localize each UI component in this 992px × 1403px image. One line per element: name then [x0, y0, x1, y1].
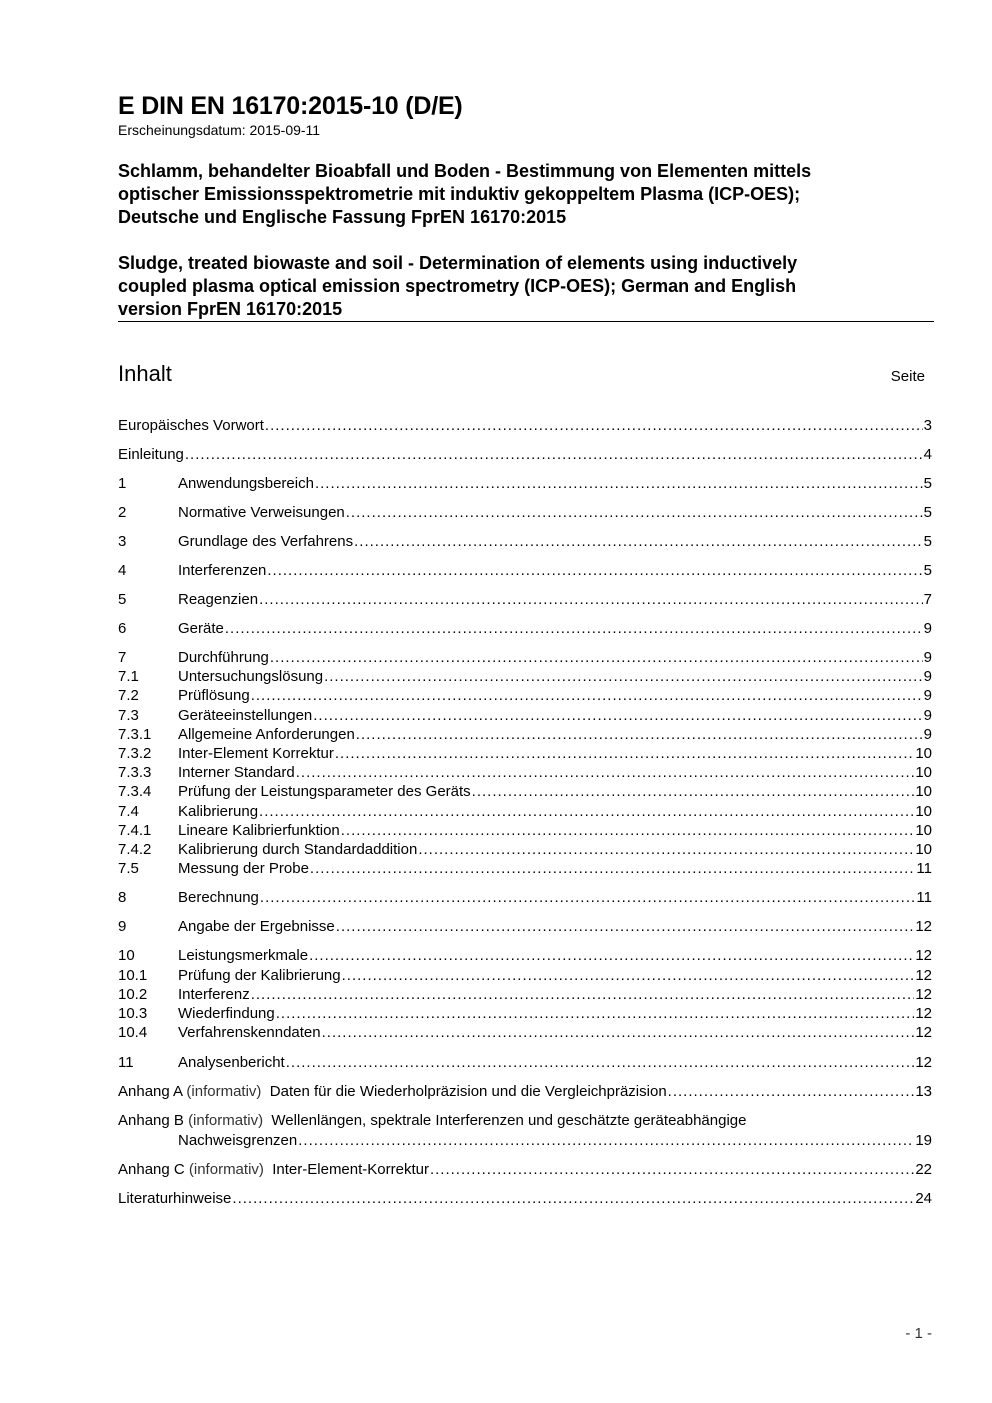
- toc-entry-number: 7.5: [118, 860, 139, 877]
- toc-entry-page: 5: [923, 504, 932, 521]
- toc-entry-title: Untersuchungslösung: [178, 668, 324, 685]
- toc-leader: [354, 532, 923, 551]
- toc-entry-page: 5: [923, 562, 932, 579]
- toc-entry-title: Interferenzen: [178, 562, 267, 579]
- toc-entry-page: 10: [915, 783, 932, 800]
- toc-leader: [251, 985, 915, 1004]
- toc-entry-number: 10.2: [118, 986, 148, 1003]
- toc-leader: [260, 888, 916, 907]
- toc-entry[interactable]: [118, 763, 932, 782]
- annex-title-continuation: Nachweisgrenzen: [178, 1132, 298, 1149]
- toc-leader: [324, 667, 923, 686]
- toc-entry-title: Kalibrierung: [178, 803, 259, 820]
- title-german-line: Schlamm, behandelter Bioabfall und Boden - Bestimmung von Elementen mittels: [118, 161, 812, 181]
- toc-entry[interactable]: [118, 1004, 932, 1023]
- toc-entry[interactable]: [118, 561, 932, 580]
- publication-date: Erscheinungsdatum: 2015-09-11: [118, 122, 321, 138]
- toc-leader: [259, 590, 923, 609]
- annex-label: Anhang A: [118, 1083, 183, 1100]
- toc-entry-title: Verfahrenskenndaten: [178, 1024, 321, 1041]
- toc-entry-page: 9: [923, 687, 932, 704]
- toc-entry-number: 7.3.4: [118, 783, 152, 800]
- toc-entry-number: 10.1: [118, 967, 148, 984]
- toc-entry-number: 3: [118, 533, 127, 550]
- toc-entry-title: Geräteeinstellungen: [178, 707, 313, 724]
- toc-entry-number: 10.3: [118, 1005, 148, 1022]
- toc-entry-number: 4: [118, 562, 127, 579]
- toc-leader: [309, 946, 914, 965]
- toc-entry-title: Messung der Probe: [178, 860, 309, 877]
- toc-entry-title: Einleitung: [118, 446, 184, 463]
- toc-entry-page: 10: [915, 822, 932, 839]
- toc-entry-page: 11: [916, 889, 932, 906]
- toc-entry-page: 10: [915, 803, 932, 820]
- toc-entry[interactable]: [118, 888, 932, 907]
- toc-leader: [265, 416, 923, 435]
- title-english-line: Sludge, treated biowaste and soil - Determination of elements using inductively: [118, 253, 798, 273]
- title-divider: [118, 321, 934, 322]
- toc-entry-page: 24: [915, 1190, 932, 1207]
- toc-entry-title: Prüflösung: [178, 687, 250, 704]
- toc-annex-c[interactable]: [118, 1160, 932, 1179]
- toc-entry-page: 9: [923, 620, 932, 637]
- toc-entry-title: Prüfung der Leistungsparameter des Geräts: [178, 783, 471, 800]
- toc-leader: [336, 917, 915, 936]
- toc-entry-number: 2: [118, 504, 127, 521]
- toc-entry-page: 3: [923, 417, 932, 434]
- toc-entry[interactable]: [118, 416, 932, 435]
- annex-label: Anhang C: [118, 1161, 185, 1178]
- toc-entry[interactable]: [118, 725, 932, 744]
- toc-leader: [296, 763, 915, 782]
- toc-entry-title: Anwendungsbereich: [178, 475, 314, 492]
- document-id: E DIN EN 16170:2015-10 (D/E): [118, 92, 463, 120]
- toc-entry[interactable]: [118, 1023, 932, 1042]
- toc-entry-title: Angabe der Ergebnisse: [178, 918, 335, 935]
- toc-entry-number: 8: [118, 889, 127, 906]
- toc-leader: [472, 782, 915, 801]
- toc-entry[interactable]: [118, 821, 932, 840]
- toc-annex-b[interactable]: [118, 1111, 932, 1130]
- toc-entry-page: 9: [923, 649, 932, 666]
- annex-informative: (informativ): [186, 1083, 262, 1100]
- toc-entry-title: Grundlage des Verfahrens: [178, 533, 354, 550]
- toc-entry-title: Leistungsmerkmale: [178, 947, 309, 964]
- toc-leader: [225, 619, 923, 638]
- toc-entry-title: Reagenzien: [178, 591, 259, 608]
- toc-entry-title: Literaturhinweise: [118, 1190, 232, 1207]
- toc-entry[interactable]: [118, 706, 932, 725]
- annex-title: Daten für die Wiederholpräzision und die Vergleichpräzision: [269, 1083, 667, 1100]
- toc-annex-label: [118, 1082, 667, 1101]
- toc-entry[interactable]: [118, 782, 932, 801]
- toc-entry[interactable]: [118, 985, 932, 1004]
- toc-entry-page: 12: [915, 918, 932, 935]
- toc-entry-page: 9: [923, 707, 932, 724]
- toc-entry[interactable]: [118, 802, 932, 821]
- toc-leader: [232, 1189, 914, 1208]
- toc-entry-number: 11: [118, 1054, 134, 1071]
- toc-entry-page: 7: [923, 591, 932, 608]
- toc-entry-title: Lineare Kalibrierfunktion: [178, 822, 340, 839]
- toc-entry[interactable]: [118, 667, 932, 686]
- toc-leader: [286, 1053, 915, 1072]
- toc-entry-page: 9: [923, 668, 932, 685]
- annex-informative: (informativ): [188, 1161, 264, 1178]
- toc-entry-number: 10: [118, 947, 135, 964]
- toc-entry-page: 12: [915, 967, 932, 984]
- toc-leader: [322, 1023, 915, 1042]
- toc-entry[interactable]: [118, 744, 932, 763]
- toc-entry-title: Wiederfindung: [178, 1005, 275, 1022]
- toc-annex-a[interactable]: [118, 1082, 932, 1101]
- toc-entry-page: 5: [923, 475, 932, 492]
- annex-title: Inter-Element-Korrektur: [272, 1161, 429, 1178]
- toc-entry-title: Normative Verweisungen: [178, 504, 345, 521]
- toc-bibliography[interactable]: [118, 1189, 932, 1208]
- title-english: [118, 252, 938, 321]
- toc-leader: [335, 744, 914, 763]
- toc-entry-number: 7.4.2: [118, 841, 152, 858]
- title-german-line: optischer Emissionsspektrometrie mit induktiv gekoppeltem Plasma (ICP-OES);: [118, 184, 801, 204]
- toc-entry-number: 7.1: [118, 668, 139, 685]
- toc-entry[interactable]: [118, 590, 932, 609]
- toc-entry-title: Interferenz: [178, 986, 250, 1003]
- toc-leader: [298, 1131, 914, 1150]
- toc-leader: [276, 1004, 915, 1023]
- toc-entry-number: 10.4: [118, 1024, 148, 1041]
- toc-entry-title: Analysenbericht: [178, 1054, 285, 1071]
- toc-entry-page: 9: [923, 726, 932, 743]
- toc-leader: [430, 1160, 914, 1179]
- toc-leader: [310, 859, 916, 878]
- toc-entry[interactable]: [118, 1053, 932, 1072]
- toc-leader: [341, 821, 915, 840]
- toc-entry[interactable]: [118, 445, 932, 464]
- toc-entry-number: 6: [118, 620, 127, 637]
- toc-entry-title: Durchführung: [178, 649, 269, 666]
- contents-heading: Inhalt: [118, 361, 172, 386]
- toc-entry-number: 7.3.3: [118, 764, 152, 781]
- toc-entry-number: 7: [118, 649, 127, 666]
- toc-leader: [313, 706, 922, 725]
- toc-leader: [356, 725, 923, 744]
- page-number: - 1 -: [905, 1325, 932, 1342]
- annex-label: Anhang B: [118, 1112, 184, 1129]
- title-german-line: Deutsche und Englische Fassung FprEN 16170:2015: [118, 207, 567, 227]
- toc-entry-page: 12: [915, 1054, 932, 1071]
- annex-title: Wellenlängen, spektrale Interferenzen und geschätzte geräteabhängige: [271, 1112, 747, 1129]
- toc-entry[interactable]: [118, 966, 932, 985]
- toc-leader: [267, 561, 922, 580]
- toc-entry-page: 10: [915, 745, 932, 762]
- toc-leader: [315, 474, 923, 493]
- toc-entry-number: 7.4: [118, 803, 139, 820]
- toc-entry-page: 12: [915, 986, 932, 1003]
- annex-informative: (informativ): [188, 1112, 264, 1129]
- toc-entry[interactable]: [118, 648, 932, 667]
- toc-entry-page: 19: [915, 1132, 932, 1149]
- toc-entry-title: Kalibrierung durch Standardaddition: [178, 841, 418, 858]
- toc-entry-title: Inter-Element Korrektur: [178, 745, 334, 762]
- toc-entry-number: 7.2: [118, 687, 139, 704]
- toc-leader: [185, 445, 923, 464]
- toc-entry[interactable]: [118, 503, 932, 522]
- toc-leader: [251, 686, 923, 705]
- toc-leader: [418, 840, 914, 859]
- toc-entry-number: 7.3.1: [118, 726, 152, 743]
- toc-entry[interactable]: [118, 532, 932, 551]
- toc-entry-page: 10: [915, 841, 932, 858]
- toc-entry-page: 12: [915, 1024, 932, 1041]
- title-english-line: coupled plasma optical emission spectrometry (ICP-OES); German and English: [118, 276, 797, 296]
- toc-entry-page: 4: [923, 446, 932, 463]
- toc-annex-label: [118, 1160, 429, 1179]
- toc-entry-page: 10: [915, 764, 932, 781]
- toc-leader: [668, 1082, 915, 1101]
- toc-leader: [270, 648, 923, 667]
- toc-entry[interactable]: [118, 686, 932, 705]
- toc-entry-page: 12: [915, 1005, 932, 1022]
- title-german: [118, 160, 938, 229]
- toc-entry-title: Prüfung der Kalibrierung: [178, 967, 341, 984]
- page-column-label: Seite: [890, 368, 925, 385]
- toc-leader: [259, 802, 914, 821]
- toc-entry[interactable]: [118, 474, 932, 493]
- toc-leader: [346, 503, 923, 522]
- toc-entry[interactable]: [118, 619, 932, 638]
- toc-entry-title: Geräte: [178, 620, 224, 637]
- toc-entry-page: 5: [923, 533, 932, 550]
- toc-entry-number: 1: [118, 475, 127, 492]
- toc-entry-number: 5: [118, 591, 127, 608]
- toc-entry-number: 7.3: [118, 707, 139, 724]
- toc-entry-number: 9: [118, 918, 127, 935]
- toc-entry[interactable]: [118, 917, 932, 936]
- toc-entry-page: 13: [915, 1083, 932, 1100]
- toc-entry-title: Interner Standard: [178, 764, 295, 781]
- toc-annex-label: [118, 1111, 746, 1130]
- title-english-line: version FprEN 16170:2015: [118, 299, 343, 319]
- toc-entry-page: 11: [916, 860, 932, 877]
- toc-entry[interactable]: [118, 859, 932, 878]
- toc-annex-b-continuation[interactable]: [178, 1131, 932, 1150]
- toc-entry-title: Berechnung: [178, 889, 259, 906]
- toc-entry-title: Europäisches Vorwort: [118, 417, 264, 434]
- toc-entry-number: 7.3.2: [118, 745, 152, 762]
- toc-leader: [342, 966, 915, 985]
- toc-entry-title: Allgemeine Anforderungen: [178, 726, 355, 743]
- toc-entry-page: 12: [915, 947, 932, 964]
- toc-entry-number: 7.4.1: [118, 822, 152, 839]
- toc-entry[interactable]: [118, 840, 932, 859]
- toc-entry[interactable]: [118, 946, 932, 965]
- toc-entry-page: 22: [915, 1161, 932, 1178]
